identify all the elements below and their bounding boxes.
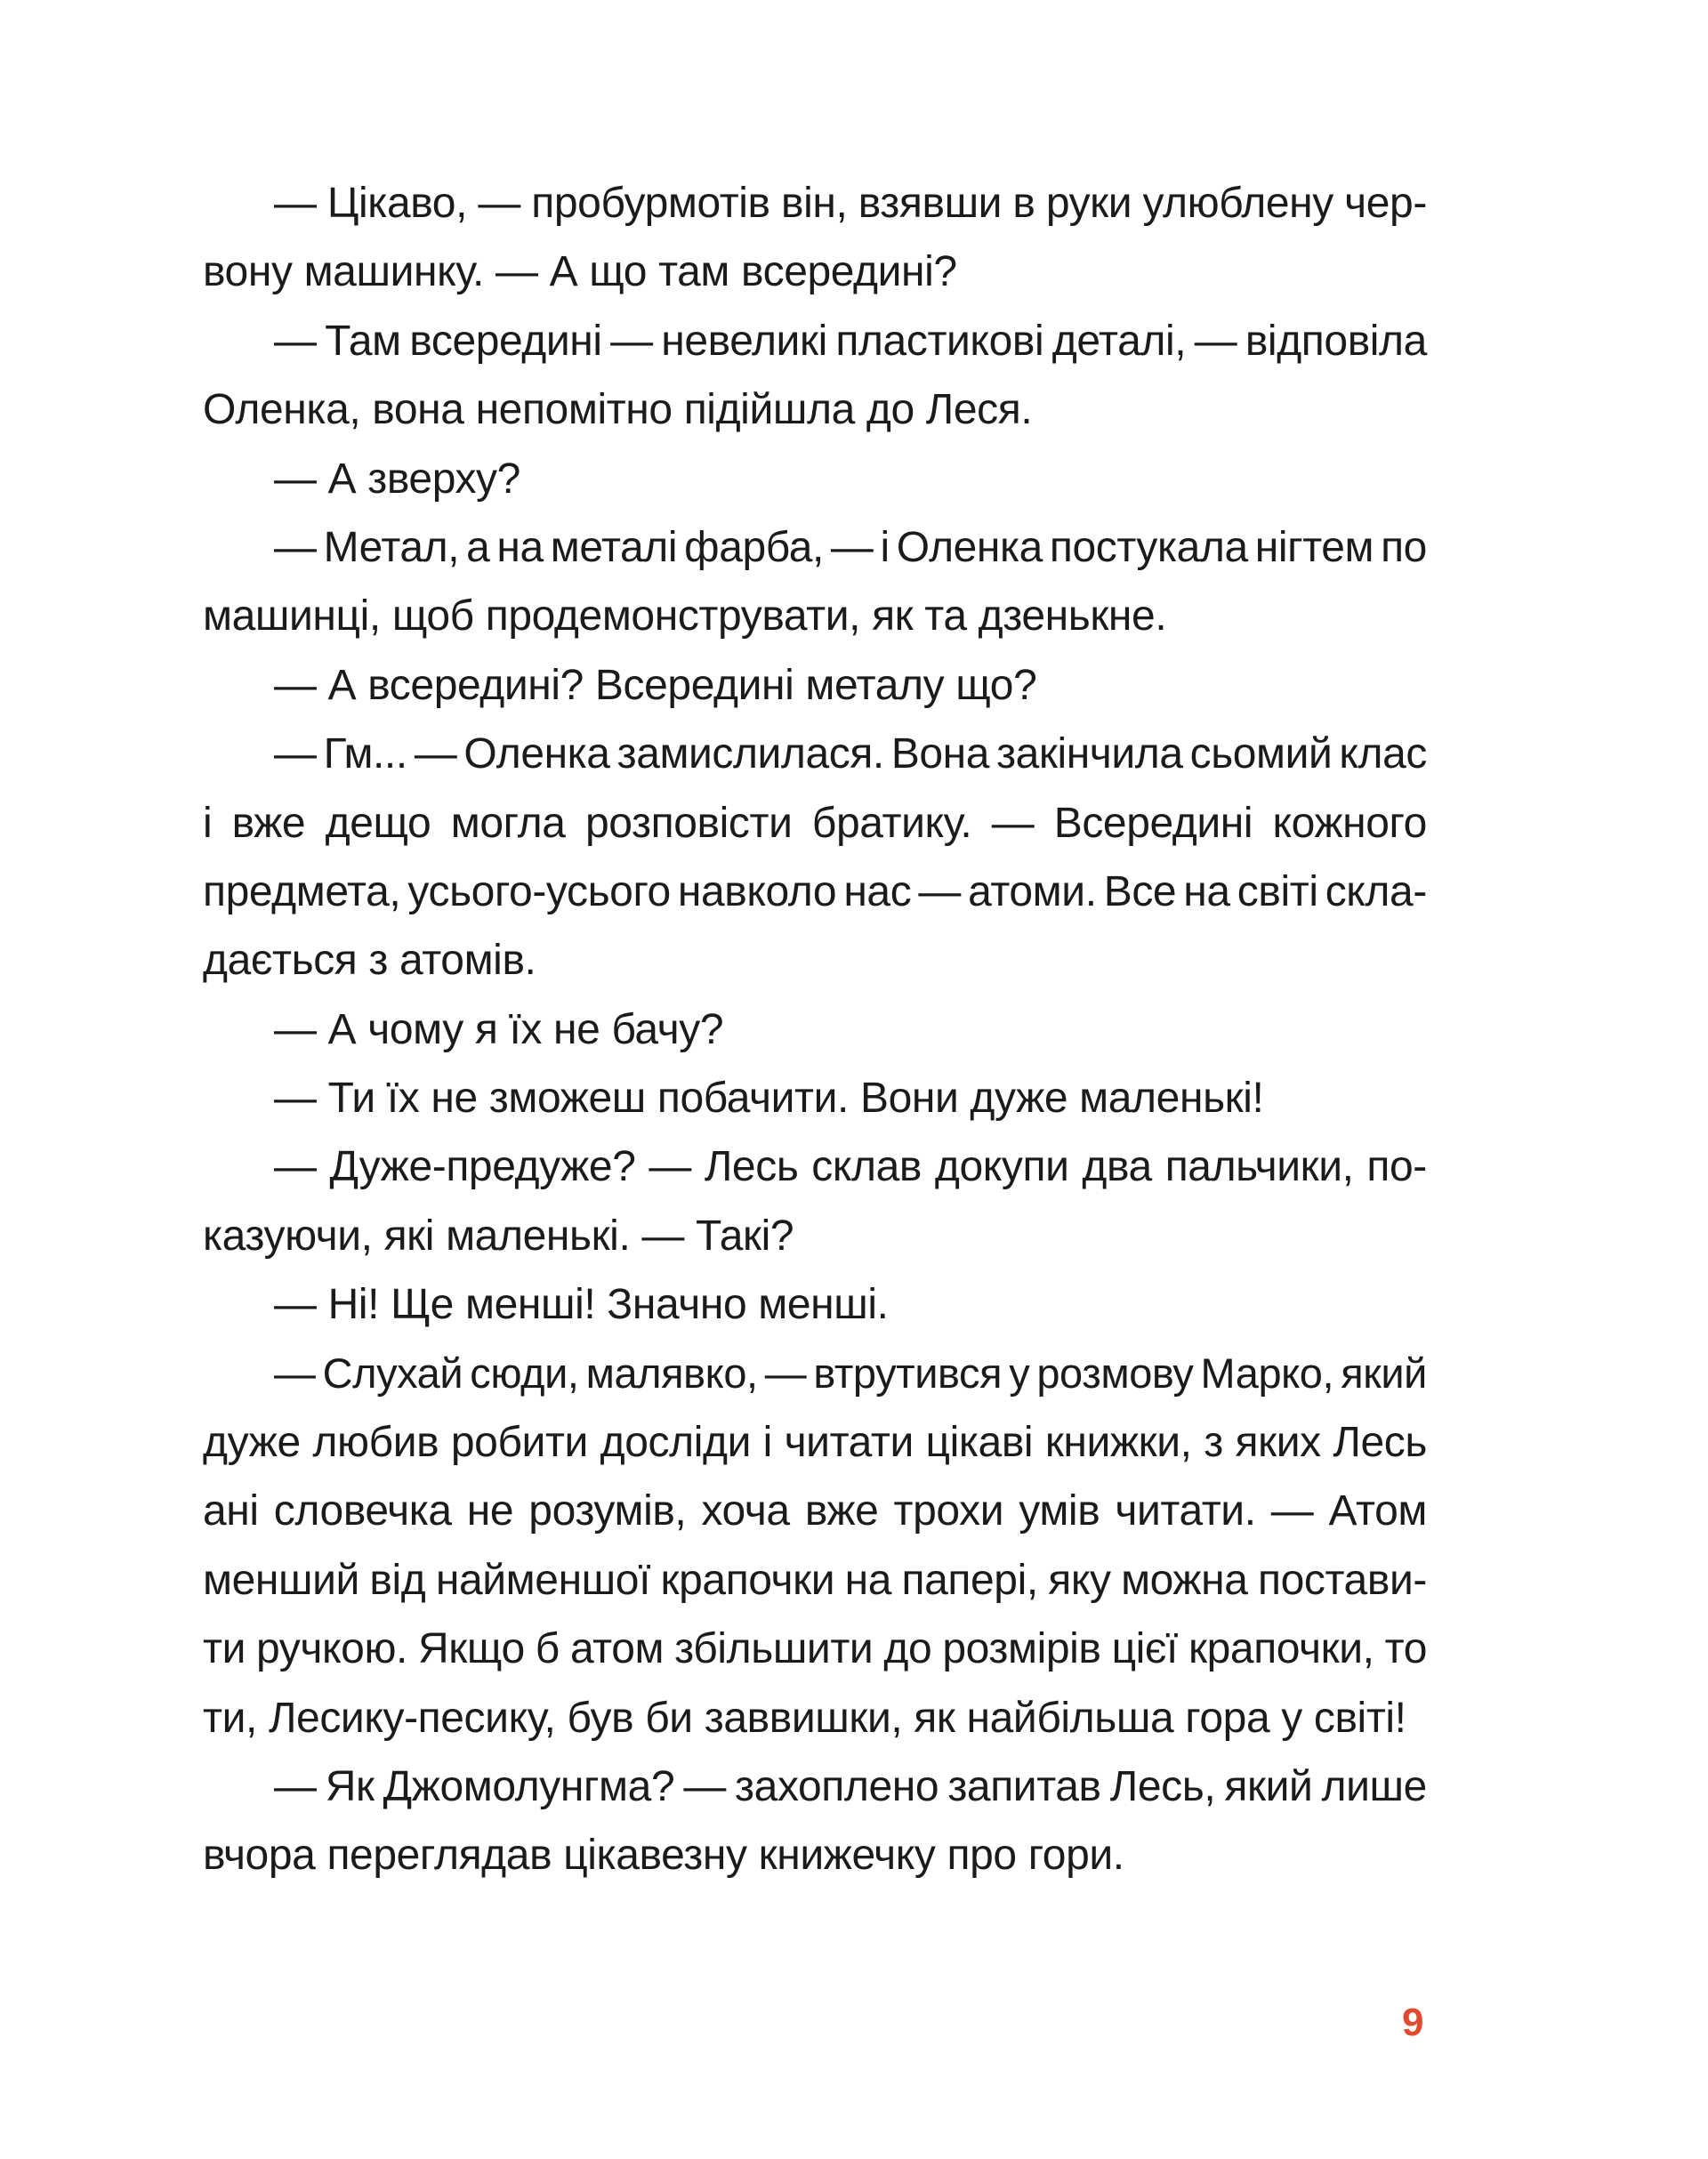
- word: Леся.: [925, 386, 1033, 434]
- word: —: [274, 1281, 317, 1329]
- word: —: [274, 317, 317, 365]
- word: цікаві: [925, 1419, 1034, 1467]
- word: цієї: [1111, 1625, 1178, 1673]
- word: —: [610, 317, 653, 365]
- word: А: [549, 248, 578, 296]
- word: хоча: [701, 1487, 790, 1535]
- word: машинці,: [203, 592, 381, 640]
- word: бачу?: [611, 1005, 724, 1053]
- word: крапочки,: [1188, 1625, 1374, 1673]
- word: Ще: [391, 1281, 454, 1329]
- word: і: [203, 799, 213, 847]
- word: до: [883, 1625, 932, 1673]
- word: Вона: [890, 730, 990, 778]
- paragraph-first-line: [203, 513, 1427, 582]
- text-line: [203, 1615, 1427, 1683]
- word: на: [844, 1556, 892, 1604]
- paragraph-first-line: [203, 1132, 1427, 1201]
- word: чер-: [1344, 180, 1427, 227]
- word: А: [327, 455, 357, 503]
- word: зможеш: [488, 1075, 646, 1123]
- word: що: [589, 248, 648, 296]
- word: в: [1012, 180, 1035, 227]
- word: металі: [550, 523, 678, 571]
- word: продемонструвати,: [485, 592, 861, 640]
- word: Вони: [859, 1075, 959, 1123]
- word: докупи: [934, 1143, 1069, 1191]
- text-line: [203, 1546, 1427, 1615]
- word: Джомолунгма?: [383, 1762, 675, 1810]
- word: дуже: [203, 1419, 301, 1467]
- paragraph-first-line: [203, 1270, 1427, 1339]
- word: там: [658, 248, 730, 296]
- word: гора: [1185, 1694, 1270, 1742]
- word: найбільша: [966, 1694, 1174, 1742]
- word: з: [368, 937, 388, 985]
- word: Гм...: [323, 730, 407, 778]
- word: братику.: [811, 799, 972, 847]
- word: які: [383, 1212, 435, 1260]
- word: про: [947, 1832, 1017, 1880]
- word: досліди: [600, 1419, 752, 1467]
- word: —: [918, 867, 962, 915]
- word: —: [274, 1005, 317, 1053]
- word: від: [369, 1556, 426, 1604]
- text-line: [203, 582, 1427, 650]
- word: сюди,: [470, 1349, 579, 1397]
- word: не: [431, 1075, 478, 1123]
- word: взявши: [858, 180, 1003, 227]
- text-line: [203, 1821, 1427, 1889]
- word: —: [274, 1143, 317, 1191]
- word: у: [1281, 1694, 1302, 1742]
- word: менші.: [758, 1281, 889, 1329]
- word: Лесику-песику,: [268, 1694, 556, 1742]
- word: —: [1194, 317, 1237, 365]
- word: світі: [1237, 867, 1318, 915]
- word: Оленка: [896, 523, 1043, 571]
- word: читати.: [1115, 1487, 1256, 1535]
- word: сьомий: [1189, 730, 1333, 778]
- word: збільшити: [674, 1625, 874, 1673]
- word: Атом: [1328, 1487, 1427, 1535]
- word: казуючи,: [203, 1212, 373, 1260]
- text-line: [203, 238, 1427, 306]
- paragraph-first-line: [203, 445, 1427, 513]
- word: —: [274, 455, 317, 503]
- paragraph-first-line: [203, 307, 1427, 375]
- word: вчора: [203, 1832, 316, 1880]
- word: розмову: [1036, 1349, 1194, 1397]
- word: найменшої: [435, 1556, 651, 1604]
- word: А: [327, 1005, 357, 1053]
- word: відповіла: [1245, 317, 1427, 365]
- word: у: [1009, 1349, 1030, 1397]
- word: Лесь: [704, 1143, 799, 1191]
- word: предмета,: [203, 867, 401, 915]
- word: навколо: [677, 867, 837, 915]
- word: склав: [811, 1143, 922, 1191]
- word: —: [830, 523, 874, 571]
- word: і: [762, 1419, 772, 1467]
- word: —: [641, 1212, 684, 1260]
- word: —: [274, 1762, 317, 1810]
- word: клас: [1339, 730, 1427, 778]
- word: ти: [203, 1625, 246, 1673]
- word: менші!: [464, 1281, 596, 1329]
- word: —: [495, 248, 538, 296]
- word: Такі?: [696, 1212, 794, 1260]
- word: металу: [805, 661, 945, 709]
- word: —: [649, 1143, 691, 1191]
- word: —: [274, 523, 317, 571]
- word: як: [872, 592, 914, 640]
- word: дзенькне.: [978, 592, 1167, 640]
- word: втрутився: [813, 1349, 1003, 1397]
- word: нігтем: [1254, 523, 1374, 571]
- word: трохи: [893, 1487, 1004, 1535]
- word: Слухай: [322, 1349, 463, 1397]
- word: що?: [955, 661, 1037, 709]
- word: заввишки,: [704, 1694, 903, 1742]
- paragraph-first-line: [203, 169, 1427, 238]
- word: Цікаво,: [326, 180, 468, 227]
- paragraph-first-line: [203, 1752, 1427, 1821]
- word: не: [553, 1005, 600, 1053]
- word: підійшла: [683, 386, 855, 434]
- word: до: [866, 386, 914, 434]
- word: скла-: [1325, 867, 1427, 915]
- word: маленькі!: [1079, 1075, 1264, 1123]
- word: Якщо: [418, 1625, 525, 1673]
- text-line: [203, 858, 1427, 926]
- word: постави-: [1258, 1556, 1427, 1604]
- word: непомітно: [475, 386, 673, 434]
- text-line: [203, 926, 1427, 995]
- word: —: [274, 1349, 316, 1397]
- word: Марко,: [1200, 1349, 1334, 1397]
- word: атом: [569, 1625, 665, 1673]
- word: улюблену: [1142, 180, 1333, 227]
- word: на: [496, 523, 544, 571]
- word: деталі,: [1051, 317, 1187, 365]
- word: усього-усього: [407, 867, 671, 915]
- word: ти,: [203, 1694, 257, 1742]
- word: цікавезну: [563, 1832, 747, 1880]
- word: словечка: [273, 1487, 452, 1535]
- word: вже: [804, 1487, 879, 1535]
- word: фарба,: [684, 523, 824, 571]
- word: з: [1204, 1419, 1223, 1467]
- word: він,: [780, 180, 848, 227]
- word: то: [1384, 1625, 1427, 1673]
- word: машинку.: [303, 248, 484, 296]
- word: не: [466, 1487, 514, 1535]
- word: всередині?: [367, 661, 584, 709]
- text-line: [203, 1477, 1427, 1545]
- word: —: [274, 180, 317, 227]
- word: менший: [203, 1556, 359, 1604]
- word: дається: [203, 937, 358, 985]
- word: світі!: [1313, 1694, 1406, 1742]
- paragraph-first-line: [203, 720, 1427, 788]
- word: Метал,: [323, 523, 460, 571]
- word: би: [645, 1694, 693, 1742]
- word: гори.: [1027, 1832, 1124, 1880]
- word: ручкою.: [256, 1625, 407, 1673]
- word: Там: [325, 317, 401, 365]
- word: я: [474, 1005, 498, 1053]
- word: постукала: [1049, 523, 1248, 571]
- word: Оленка: [463, 730, 610, 778]
- word: атоми.: [968, 867, 1097, 915]
- word: пальчики,: [1164, 1143, 1354, 1191]
- word: розмірів: [942, 1625, 1101, 1673]
- word: —: [683, 1762, 726, 1810]
- word: який: [1224, 1762, 1313, 1810]
- word: на: [1183, 867, 1230, 915]
- word: Дуже-предуже?: [329, 1143, 636, 1191]
- word: руки: [1045, 180, 1132, 227]
- word: два: [1082, 1143, 1152, 1191]
- word: маленькі.: [446, 1212, 631, 1260]
- word: яку: [1048, 1556, 1111, 1604]
- word: —: [478, 180, 520, 227]
- word: яких: [1235, 1419, 1321, 1467]
- paragraph-first-line: [203, 1340, 1427, 1408]
- word: любив: [312, 1419, 439, 1467]
- word: всередині?: [741, 248, 957, 296]
- word: всередині: [409, 317, 602, 365]
- text-line: [203, 1408, 1427, 1477]
- word: Ні!: [327, 1281, 380, 1329]
- body-text: [203, 169, 1427, 1890]
- paragraph-first-line: [203, 1064, 1427, 1132]
- word: книжечку: [758, 1832, 936, 1880]
- word: папері,: [901, 1556, 1038, 1604]
- word: читати: [784, 1419, 914, 1467]
- word: Всередині: [1053, 799, 1253, 847]
- word: дещо: [325, 799, 431, 847]
- word: Всередині: [594, 661, 794, 709]
- word: крапочки: [660, 1556, 835, 1604]
- word: А: [327, 661, 357, 709]
- word: їх: [509, 1005, 543, 1053]
- word: Ти: [327, 1075, 375, 1123]
- page-number: 9: [1402, 2001, 1424, 2044]
- word: розумів,: [528, 1487, 687, 1535]
- word: —: [274, 1075, 317, 1123]
- text-line: [203, 1202, 1427, 1270]
- word: робити: [450, 1419, 588, 1467]
- word: розповісти: [584, 799, 793, 847]
- word: Оленка,: [203, 386, 361, 434]
- word: який: [1341, 1349, 1427, 1397]
- word: пластикові: [835, 317, 1044, 365]
- text-line: [203, 789, 1427, 858]
- word: малявко,: [585, 1349, 758, 1397]
- word: умів: [1019, 1487, 1100, 1535]
- word: вону: [203, 248, 293, 296]
- word: побачити.: [657, 1075, 849, 1123]
- word: по-: [1366, 1143, 1427, 1191]
- paragraph-first-line: [203, 995, 1427, 1064]
- word: переглядав: [326, 1832, 552, 1880]
- text-line: [203, 375, 1427, 444]
- word: пробурмотів: [531, 180, 770, 227]
- word: був: [567, 1694, 634, 1742]
- text-line: [203, 1684, 1427, 1752]
- word: Все: [1103, 867, 1177, 915]
- word: атомів.: [399, 937, 536, 985]
- word: —: [274, 661, 317, 709]
- word: книжки,: [1044, 1419, 1192, 1467]
- word: нас: [843, 867, 912, 915]
- word: —: [764, 1349, 807, 1397]
- word: —: [274, 730, 317, 778]
- word: зверху?: [367, 455, 520, 503]
- word: як: [914, 1694, 955, 1742]
- word: і: [880, 523, 890, 571]
- word: та: [924, 592, 967, 640]
- word: Значно: [607, 1281, 747, 1329]
- word: можна: [1121, 1556, 1248, 1604]
- word: по: [1381, 523, 1427, 571]
- word: —: [1270, 1487, 1314, 1535]
- word: Лесь: [1333, 1419, 1427, 1467]
- word: —: [991, 799, 1035, 847]
- word: закінчила: [996, 730, 1183, 778]
- word: могла: [450, 799, 566, 847]
- word: б: [535, 1625, 560, 1673]
- paragraph-first-line: [203, 651, 1427, 720]
- word: лише: [1321, 1762, 1427, 1810]
- word: захоплено: [735, 1762, 939, 1810]
- word: кожного: [1272, 799, 1427, 847]
- word: чому: [367, 1005, 463, 1053]
- word: Як: [325, 1762, 375, 1810]
- word: невеликі: [661, 317, 827, 365]
- word: запитав: [947, 1762, 1101, 1810]
- word: а: [466, 523, 490, 571]
- word: вона: [372, 386, 464, 434]
- word: ані: [203, 1487, 259, 1535]
- word: їх: [386, 1075, 420, 1123]
- word: дуже: [970, 1075, 1068, 1123]
- word: замислилася.: [616, 730, 884, 778]
- word: —: [414, 730, 457, 778]
- word: щоб: [391, 592, 474, 640]
- word: Лесь,: [1109, 1762, 1216, 1810]
- word: вже: [231, 799, 306, 847]
